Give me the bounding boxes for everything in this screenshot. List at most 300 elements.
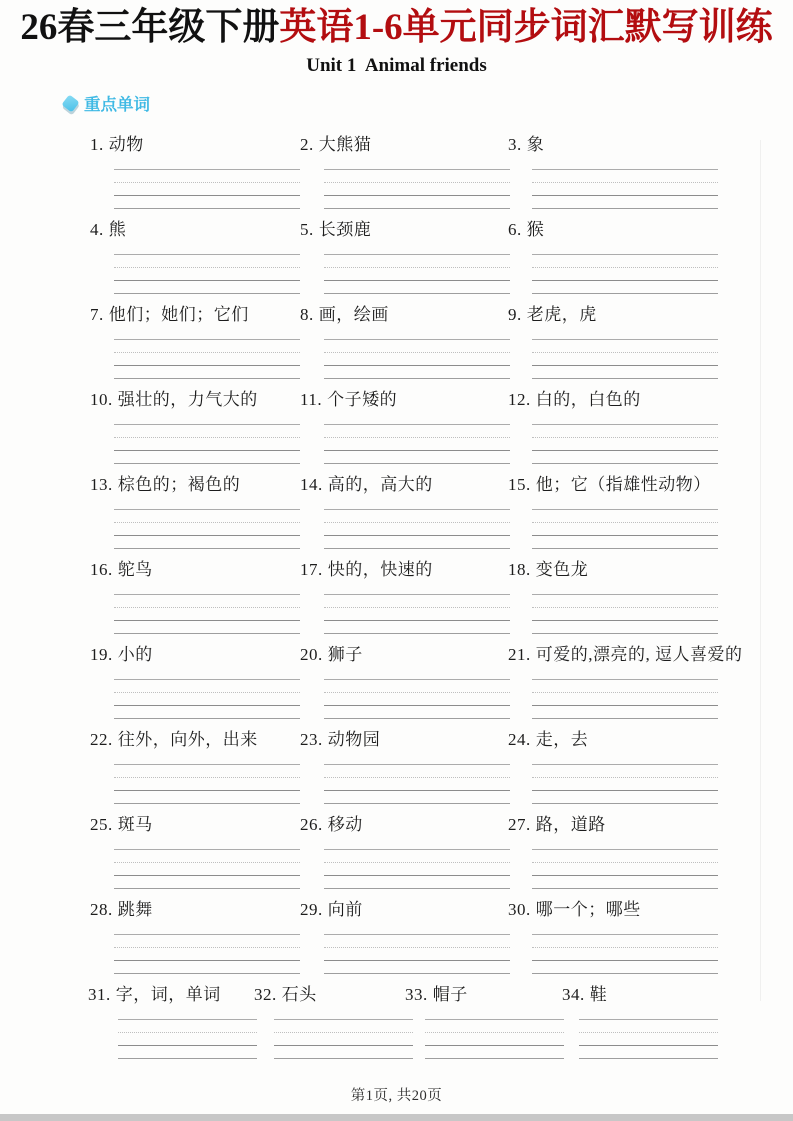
- writing-lines: [274, 1019, 413, 1059]
- writing-line-bottom: [274, 1058, 413, 1059]
- writing-line-top: [324, 509, 510, 510]
- word-number: 11.: [300, 390, 323, 410]
- writing-line-base: [579, 1045, 718, 1046]
- word-item: [90, 134, 300, 219]
- word-chinese: 熊: [108, 220, 127, 240]
- word-label: [508, 729, 793, 751]
- writing-lines: [579, 1019, 718, 1059]
- word-chinese: 石头: [281, 985, 317, 1005]
- word-number: 34.: [562, 985, 585, 1005]
- word-chinese: 鞋: [589, 985, 608, 1005]
- word-number: 15.: [508, 475, 531, 495]
- word-item: [90, 644, 300, 729]
- word-number: 23.: [300, 730, 323, 750]
- unit-title: Unit 1 Animal friends: [306, 55, 487, 77]
- writing-lines: [114, 679, 300, 719]
- word-item: [90, 219, 300, 304]
- word-number: 33.: [405, 985, 428, 1005]
- writing-line-bottom: [324, 378, 510, 379]
- writing-line-dotted: [532, 947, 718, 948]
- word-number: 31.: [88, 985, 111, 1005]
- writing-line-base: [324, 535, 510, 536]
- writing-line-bottom: [114, 208, 300, 209]
- writing-lines: [324, 849, 510, 889]
- writing-lines: [114, 934, 300, 974]
- word-number: 1.: [90, 135, 104, 155]
- writing-line-base: [324, 875, 510, 876]
- word-label: [90, 134, 300, 156]
- writing-lines: [114, 509, 300, 549]
- writing-line-bottom: [324, 973, 510, 974]
- word-item: [90, 729, 300, 814]
- writing-line-dotted: [324, 777, 510, 778]
- writing-line-dotted: [532, 692, 718, 693]
- writing-line-base: [532, 535, 718, 536]
- writing-line-dotted: [114, 267, 300, 268]
- writing-line-base: [425, 1045, 564, 1046]
- writing-line-top: [532, 679, 718, 680]
- writing-line-bottom: [324, 463, 510, 464]
- writing-line-bottom: [324, 548, 510, 549]
- word-number: 20.: [300, 645, 323, 665]
- writing-line-bottom: [324, 718, 510, 719]
- scan-edge-line: [760, 140, 761, 1001]
- writing-line-base: [114, 280, 300, 281]
- writing-line-base: [532, 875, 718, 876]
- word-number: 24.: [508, 730, 531, 750]
- word-label: [300, 474, 508, 496]
- word-chinese: 他们；她们；它们: [108, 305, 249, 325]
- writing-line-bottom: [324, 803, 510, 804]
- writing-line-top: [118, 1019, 257, 1020]
- word-chinese: 向前: [327, 900, 363, 920]
- writing-lines: [118, 1019, 257, 1059]
- writing-line-base: [274, 1045, 413, 1046]
- writing-line-base: [114, 195, 300, 196]
- word-label: [300, 389, 508, 411]
- word-item: [508, 474, 793, 559]
- writing-lines: [425, 1019, 564, 1059]
- writing-line-base: [532, 705, 718, 706]
- title-prefix: 26春三年级下册: [20, 7, 280, 48]
- writing-line-top: [532, 594, 718, 595]
- word-chinese: 移动: [327, 815, 363, 835]
- writing-line-dotted: [579, 1032, 718, 1033]
- writing-line-top: [274, 1019, 413, 1020]
- writing-line-top: [114, 764, 300, 765]
- word-chinese: 猴: [526, 220, 545, 240]
- writing-line-base: [532, 280, 718, 281]
- writing-line-top: [114, 934, 300, 935]
- word-item: [90, 814, 300, 899]
- word-item: [508, 389, 793, 474]
- word-label: [254, 984, 405, 1006]
- writing-lines: [532, 679, 718, 719]
- writing-lines: [532, 764, 718, 804]
- writing-line-base: [114, 450, 300, 451]
- word-item: [254, 984, 405, 1064]
- writing-line-base: [532, 960, 718, 961]
- page-footer: 第1页, 共20页: [350, 1088, 443, 1104]
- word-label: [300, 219, 508, 241]
- word-chinese: 个子矮的: [327, 390, 398, 410]
- writing-line-dotted: [532, 267, 718, 268]
- writing-lines: [114, 339, 300, 379]
- writing-line-bottom: [114, 973, 300, 974]
- writing-line-bottom: [114, 888, 300, 889]
- writing-line-top: [579, 1019, 718, 1020]
- word-label: [300, 814, 508, 836]
- writing-line-bottom: [114, 718, 300, 719]
- word-label: [90, 219, 300, 241]
- word-chinese: 字，词，单词: [115, 985, 221, 1005]
- writing-line-bottom: [425, 1058, 564, 1059]
- writing-line-base: [324, 705, 510, 706]
- word-label: [300, 644, 508, 666]
- writing-line-base: [114, 790, 300, 791]
- writing-lines: [324, 679, 510, 719]
- writing-line-dotted: [324, 692, 510, 693]
- word-number: 30.: [508, 900, 531, 920]
- writing-line-dotted: [114, 692, 300, 693]
- word-item: [508, 814, 793, 899]
- word-item: [300, 729, 508, 814]
- page-title: [0, 0, 793, 51]
- writing-line-bottom: [532, 548, 718, 549]
- word-label: [300, 899, 508, 921]
- writing-line-top: [532, 254, 718, 255]
- word-chinese: 老虎，虎: [526, 305, 597, 325]
- writing-line-base: [118, 1045, 257, 1046]
- writing-lines: [324, 764, 510, 804]
- writing-line-bottom: [324, 633, 510, 634]
- writing-line-top: [114, 849, 300, 850]
- writing-line-bottom: [532, 803, 718, 804]
- writing-line-top: [425, 1019, 564, 1020]
- writing-line-dotted: [114, 182, 300, 183]
- writing-lines: [324, 169, 510, 209]
- word-chinese: 棕色的；褐色的: [117, 475, 241, 495]
- word-number: 29.: [300, 900, 323, 920]
- word-chinese: 动物园: [327, 730, 381, 750]
- word-item: [300, 644, 508, 729]
- word-number: 28.: [90, 900, 113, 920]
- word-item: [300, 389, 508, 474]
- word-label: [508, 899, 793, 921]
- writing-lines: [532, 509, 718, 549]
- word-item: [300, 899, 508, 984]
- word-chinese: 强壮的，力气大的: [117, 390, 258, 410]
- writing-line-top: [114, 509, 300, 510]
- writing-line-bottom: [532, 973, 718, 974]
- word-number: 18.: [508, 560, 531, 580]
- writing-line-top: [324, 594, 510, 595]
- word-label: [90, 559, 300, 581]
- word-chinese: 他；它（指雄性动物）: [535, 475, 711, 495]
- word-item: [405, 984, 562, 1064]
- word-chinese: 快的，快速的: [327, 560, 433, 580]
- word-item: [90, 474, 300, 559]
- writing-lines: [324, 509, 510, 549]
- word-number: 22.: [90, 730, 113, 750]
- writing-line-top: [532, 509, 718, 510]
- writing-lines: [532, 254, 718, 294]
- word-label: [508, 814, 793, 836]
- word-label: [300, 134, 508, 156]
- writing-lines: [114, 424, 300, 464]
- word-chinese: 跳舞: [117, 900, 153, 920]
- word-item: [90, 304, 300, 389]
- word-number: 6.: [508, 220, 522, 240]
- writing-lines: [324, 594, 510, 634]
- writing-line-bottom: [532, 633, 718, 634]
- word-chinese: 动物: [108, 135, 144, 155]
- writing-line-top: [324, 849, 510, 850]
- writing-line-top: [114, 679, 300, 680]
- writing-line-base: [114, 960, 300, 961]
- word-number: 26.: [300, 815, 323, 835]
- word-label: [300, 304, 508, 326]
- writing-lines: [114, 594, 300, 634]
- writing-line-dotted: [114, 947, 300, 948]
- word-number: 10.: [90, 390, 113, 410]
- writing-line-dotted: [324, 947, 510, 948]
- writing-lines: [532, 934, 718, 974]
- writing-line-dotted: [324, 267, 510, 268]
- writing-line-bottom: [114, 463, 300, 464]
- writing-line-bottom: [324, 208, 510, 209]
- word-label: [90, 814, 300, 836]
- writing-line-bottom: [118, 1058, 257, 1059]
- writing-line-top: [324, 169, 510, 170]
- word-number: 17.: [300, 560, 323, 580]
- writing-line-dotted: [114, 522, 300, 523]
- writing-lines: [324, 339, 510, 379]
- word-chinese: 长颈鹿: [318, 220, 372, 240]
- title-main: 英语1-6单元同步词汇默写训练: [279, 7, 773, 48]
- writing-line-dotted: [532, 437, 718, 438]
- writing-line-dotted: [324, 862, 510, 863]
- word-chinese: 画，绘画: [318, 305, 389, 325]
- word-item: [300, 559, 508, 644]
- writing-line-top: [114, 424, 300, 425]
- writing-line-top: [114, 254, 300, 255]
- writing-line-bottom: [579, 1058, 718, 1059]
- writing-lines: [114, 169, 300, 209]
- word-number: 13.: [90, 475, 113, 495]
- word-item: [508, 644, 793, 729]
- writing-line-base: [532, 450, 718, 451]
- writing-line-top: [532, 339, 718, 340]
- writing-line-dotted: [114, 862, 300, 863]
- writing-line-bottom: [114, 293, 300, 294]
- word-number: 27.: [508, 815, 531, 835]
- word-chinese: 狮子: [327, 645, 363, 665]
- writing-line-bottom: [532, 293, 718, 294]
- word-item: [508, 134, 793, 219]
- word-chinese: 斑马: [117, 815, 153, 835]
- word-item: [90, 899, 300, 984]
- writing-line-base: [532, 790, 718, 791]
- writing-line-top: [532, 169, 718, 170]
- word-chinese: 变色龙: [535, 560, 589, 580]
- word-label: [508, 559, 793, 581]
- word-chinese: 路，道路: [535, 815, 606, 835]
- word-number: 19.: [90, 645, 113, 665]
- writing-line-top: [114, 594, 300, 595]
- word-number: 4.: [90, 220, 104, 240]
- writing-line-dotted: [114, 607, 300, 608]
- writing-lines: [532, 339, 718, 379]
- writing-line-top: [324, 679, 510, 680]
- writing-line-base: [324, 280, 510, 281]
- writing-line-bottom: [324, 293, 510, 294]
- word-item: [508, 559, 793, 644]
- word-item: [300, 304, 508, 389]
- writing-line-dotted: [324, 437, 510, 438]
- writing-line-base: [114, 535, 300, 536]
- scan-bottom-edge: [0, 1114, 793, 1121]
- section-label: 重点单词: [84, 96, 150, 115]
- writing-lines: [532, 169, 718, 209]
- writing-lines: [532, 594, 718, 634]
- writing-line-top: [532, 934, 718, 935]
- word-chinese: 往外，向外，出来: [117, 730, 258, 750]
- writing-line-base: [324, 195, 510, 196]
- writing-line-dotted: [324, 182, 510, 183]
- section-header: [64, 92, 793, 114]
- word-label: [508, 644, 793, 666]
- writing-lines: [324, 934, 510, 974]
- word-label: [90, 389, 300, 411]
- word-grid-last: [0, 984, 793, 1064]
- writing-lines: [114, 254, 300, 294]
- word-label: [508, 134, 793, 156]
- word-item: [88, 984, 254, 1064]
- writing-line-top: [324, 764, 510, 765]
- word-number: 8.: [300, 305, 314, 325]
- word-chinese: 高的，高大的: [327, 475, 433, 495]
- word-item: [300, 219, 508, 304]
- word-label: [90, 644, 300, 666]
- word-item: [508, 304, 793, 389]
- word-item: [90, 559, 300, 644]
- word-label: [90, 474, 300, 496]
- word-number: 9.: [508, 305, 522, 325]
- writing-line-dotted: [532, 182, 718, 183]
- writing-line-dotted: [532, 777, 718, 778]
- writing-line-dotted: [274, 1032, 413, 1033]
- writing-line-bottom: [532, 463, 718, 464]
- word-chinese: 哪一个；哪些: [535, 900, 641, 920]
- word-chinese: 鸵鸟: [117, 560, 153, 580]
- writing-line-top: [114, 339, 300, 340]
- word-chinese: 小的: [117, 645, 153, 665]
- writing-line-dotted: [532, 352, 718, 353]
- writing-line-base: [532, 620, 718, 621]
- word-chinese: 帽子: [432, 985, 468, 1005]
- writing-lines: [114, 849, 300, 889]
- writing-line-top: [324, 254, 510, 255]
- writing-lines: [532, 849, 718, 889]
- word-label: [300, 729, 508, 751]
- word-number: 5.: [300, 220, 314, 240]
- word-item: [508, 219, 793, 304]
- word-number: 3.: [508, 135, 522, 155]
- word-number: 16.: [90, 560, 113, 580]
- writing-line-bottom: [114, 633, 300, 634]
- word-item: [300, 814, 508, 899]
- word-number: 21.: [508, 645, 531, 665]
- writing-line-base: [532, 365, 718, 366]
- writing-line-base: [324, 450, 510, 451]
- word-number: 32.: [254, 985, 277, 1005]
- writing-line-base: [324, 960, 510, 961]
- writing-line-dotted: [324, 352, 510, 353]
- writing-line-bottom: [114, 378, 300, 379]
- writing-line-bottom: [532, 378, 718, 379]
- writing-line-top: [532, 424, 718, 425]
- writing-line-dotted: [532, 522, 718, 523]
- writing-line-top: [532, 764, 718, 765]
- word-chinese: 大熊猫: [318, 135, 372, 155]
- diamond-icon: [61, 94, 79, 112]
- writing-line-dotted: [324, 522, 510, 523]
- word-number: 7.: [90, 305, 104, 325]
- writing-line-dotted: [425, 1032, 564, 1033]
- writing-line-bottom: [532, 888, 718, 889]
- word-chinese: 走，去: [535, 730, 589, 750]
- word-number: 14.: [300, 475, 323, 495]
- writing-line-top: [532, 849, 718, 850]
- writing-line-base: [532, 195, 718, 196]
- writing-line-bottom: [532, 208, 718, 209]
- word-label: [300, 559, 508, 581]
- word-label: [508, 304, 793, 326]
- word-chinese: 白的，白色的: [535, 390, 641, 410]
- word-item: [90, 389, 300, 474]
- word-label: [405, 984, 562, 1006]
- writing-line-bottom: [324, 888, 510, 889]
- word-label: [562, 984, 793, 1006]
- word-chinese: 象: [526, 135, 545, 155]
- word-label: [508, 219, 793, 241]
- writing-line-dotted: [118, 1032, 257, 1033]
- word-number: 25.: [90, 815, 113, 835]
- word-number: 12.: [508, 390, 531, 410]
- writing-line-dotted: [324, 607, 510, 608]
- word-number: 2.: [300, 135, 314, 155]
- writing-line-dotted: [114, 777, 300, 778]
- writing-line-base: [114, 365, 300, 366]
- writing-line-top: [324, 424, 510, 425]
- writing-line-bottom: [114, 548, 300, 549]
- writing-line-dotted: [114, 352, 300, 353]
- word-item: [300, 474, 508, 559]
- writing-line-dotted: [532, 607, 718, 608]
- writing-line-dotted: [532, 862, 718, 863]
- writing-line-base: [114, 705, 300, 706]
- word-item: [508, 729, 793, 814]
- writing-lines: [324, 254, 510, 294]
- word-item: [508, 899, 793, 984]
- writing-line-bottom: [114, 803, 300, 804]
- writing-line-base: [324, 365, 510, 366]
- word-label: [508, 389, 793, 411]
- writing-line-base: [114, 875, 300, 876]
- word-label: [508, 474, 793, 496]
- word-item: [300, 134, 508, 219]
